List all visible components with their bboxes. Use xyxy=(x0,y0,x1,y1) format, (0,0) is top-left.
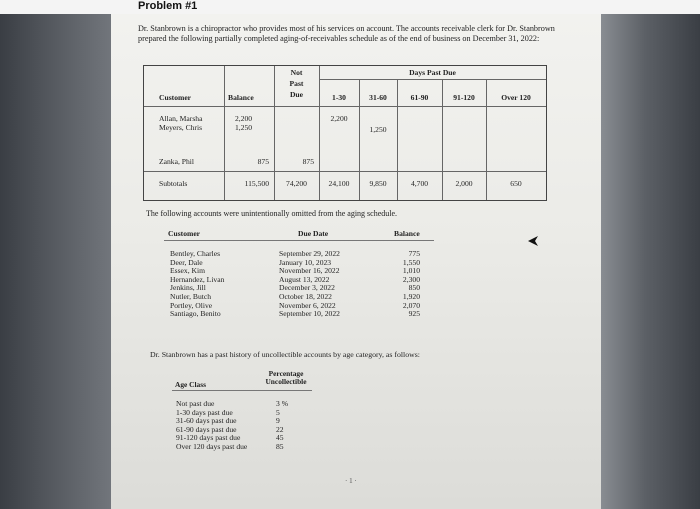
list-item: October 18, 2022 xyxy=(279,291,332,301)
list-item: 1,920 xyxy=(402,291,420,301)
list-item: 61-90 days past due xyxy=(176,424,237,434)
list-item: Jenkins, Jill xyxy=(170,283,206,293)
header-31-60: 31-60 xyxy=(369,93,387,102)
list-item: 2,070 xyxy=(402,300,420,310)
intro-paragraph: Dr. Stanbrown is a chiropractor who provides most of his services on account. The accounts receivable clerk for Dr. Stanbrown prepared the following partially completed aging-of-receivables schedule as of the end of business on December 31, 2022: xyxy=(138,24,555,43)
list-item: November 6, 2022 xyxy=(279,300,336,310)
row-31-60: 1,250 xyxy=(369,125,387,134)
list-item: 1,010 xyxy=(402,266,420,276)
row-balance: 875 xyxy=(257,157,269,166)
subtotal-31-60: 9,850 xyxy=(369,179,387,188)
omitted-header-customer: Customer xyxy=(168,229,201,238)
omitted-balance-column xyxy=(384,250,420,319)
subtotal-1-30: 24,100 xyxy=(328,179,350,188)
subtotals-label: Subtotals xyxy=(159,179,188,188)
omitted-customer-column xyxy=(170,250,224,319)
header-61-90: 61-90 xyxy=(410,93,429,102)
omitted-due-date-column xyxy=(279,250,340,319)
list-item: 31-60 days past due xyxy=(176,416,237,426)
list-item: Deer, Dale xyxy=(170,257,203,267)
top-bar xyxy=(0,0,700,14)
history-header-age-class: Age Class xyxy=(175,380,206,389)
header-balance: Balance xyxy=(228,93,254,102)
list-item: Santiago, Benito xyxy=(170,309,221,319)
history-age-class-column xyxy=(176,400,247,452)
omitted-header-due-date: Due Date xyxy=(298,229,329,238)
row-customer: Zanka, Phil xyxy=(159,157,195,166)
list-item: Bentley, Charles xyxy=(170,249,221,258)
list-item: 45 xyxy=(276,433,284,443)
header-91-120: 91-120 xyxy=(453,93,475,102)
subtotal-not-past-due: 74,200 xyxy=(286,179,307,188)
subtotal-over-120: 650 xyxy=(510,179,522,188)
left-background xyxy=(0,14,112,509)
list-item: 775 xyxy=(408,249,420,258)
history-intro: Dr. Stanbrown has a past history of uncollectible accounts by age category, as follows: xyxy=(150,350,420,359)
omitted-intro: The following accounts were unintentionally omitted from the aging schedule. xyxy=(146,209,398,218)
omitted-header-rule xyxy=(164,240,434,241)
list-item: 3 % xyxy=(276,399,289,408)
list-item: January 10, 2023 xyxy=(279,257,332,267)
row-1-30: 2,200 xyxy=(330,114,348,123)
header-past: Past xyxy=(289,79,304,88)
subtotal-balance: 115,500 xyxy=(244,179,269,188)
list-item: August 13, 2022 xyxy=(279,274,330,284)
list-item: Not past due xyxy=(176,399,215,408)
list-item: 925 xyxy=(408,309,420,319)
list-item: Over 120 days past due xyxy=(176,441,248,451)
header-due: Due xyxy=(289,90,304,99)
row-customer: Allan, Marsha xyxy=(159,114,203,123)
row-customer: Meyers, Chris xyxy=(159,123,203,132)
row-not-past-due: 875 xyxy=(302,157,314,166)
list-item: 5 xyxy=(276,407,280,417)
list-item: Portley, Olive xyxy=(170,300,213,310)
list-item: 1,550 xyxy=(402,257,420,267)
page-number: · 1 · xyxy=(345,477,357,485)
right-background xyxy=(600,14,700,509)
list-item: December 3, 2022 xyxy=(279,283,335,293)
aging-schedule-table xyxy=(143,65,547,201)
list-item: 1-30 days past due xyxy=(176,407,233,417)
list-item: Hernandez, Livan xyxy=(170,274,225,284)
row-balance: 2,200 xyxy=(235,114,253,123)
row-balance: 1,250 xyxy=(235,123,253,132)
list-item: 850 xyxy=(408,283,420,293)
list-item: 22 xyxy=(276,424,284,434)
header-1-30: 1-30 xyxy=(332,93,346,102)
pointer-cursor-icon xyxy=(528,236,542,246)
history-header-rule xyxy=(172,390,312,391)
list-item: Essex, Kim xyxy=(170,266,206,276)
list-item: September 10, 2022 xyxy=(279,309,340,319)
header-not: Not xyxy=(290,68,303,77)
list-item: 91-120 days past due xyxy=(176,433,241,443)
list-item: 9 xyxy=(276,416,280,426)
omitted-header-balance: Balance xyxy=(394,229,420,238)
list-item: 2,300 xyxy=(402,274,420,284)
problem-heading: Problem #1 xyxy=(138,0,198,12)
subtotal-61-90: 4,700 xyxy=(410,179,429,188)
list-item: November 16, 2022 xyxy=(279,266,340,276)
header-over-120: Over 120 xyxy=(501,93,531,102)
header-customer: Customer xyxy=(159,93,192,102)
history-header-percentage: Percentage Uncollectible xyxy=(265,369,307,386)
header-days-past-due: Days Past Due xyxy=(409,68,456,77)
list-item: September 29, 2022 xyxy=(279,249,340,258)
history-percent-column xyxy=(276,400,288,452)
list-item: Nutler, Butch xyxy=(170,291,212,301)
list-item: 85 xyxy=(276,441,284,451)
subtotal-91-120: 2,000 xyxy=(455,179,473,188)
